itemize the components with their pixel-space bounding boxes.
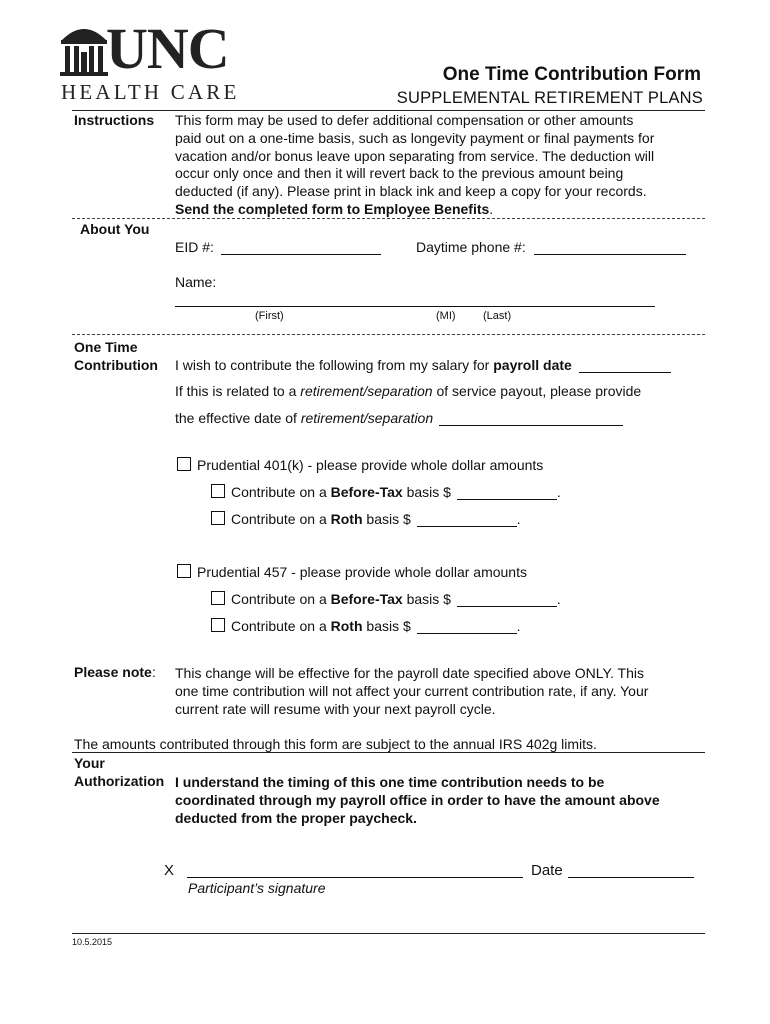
payroll-date-row bbox=[175, 357, 671, 373]
roth-bold: Roth bbox=[330, 618, 363, 634]
please-note-text: Please note bbox=[74, 664, 152, 680]
about-you-label: About You bbox=[80, 221, 150, 237]
authorization-line: I understand the timing of this one time contribution needs to be bbox=[175, 774, 605, 790]
period: . bbox=[556, 591, 561, 607]
option-text: Contribute on a bbox=[231, 591, 331, 607]
unc-logo bbox=[58, 18, 278, 103]
retirement-text: If this is related to a bbox=[175, 383, 301, 399]
401k-before-tax-row bbox=[231, 484, 561, 500]
authorization-text bbox=[175, 773, 660, 827]
last-name-caption: (Last) bbox=[483, 310, 512, 322]
prudential-401k-label: Prudential 401(k) - please provide whole dollar amounts bbox=[197, 457, 544, 473]
eid-row bbox=[175, 239, 381, 255]
form-subtitle: SUPPLEMENTAL RETIREMENT PLANS bbox=[396, 89, 703, 107]
send-to-benefits-text: Send the completed form to Employee Benefits bbox=[175, 200, 490, 217]
authorization-line: deducted from the proper paycheck. bbox=[175, 810, 417, 826]
note-text bbox=[175, 664, 648, 718]
401k-before-tax-amount-field[interactable] bbox=[457, 485, 557, 500]
authorization-label-1: Your bbox=[74, 755, 105, 771]
note-line: one time contribution will not affect your current contribution rate, if any. Your bbox=[175, 683, 649, 699]
date-field[interactable] bbox=[568, 862, 694, 878]
retirement-italic: retirement/separation bbox=[300, 383, 433, 399]
form-version: 10.5.2015 bbox=[72, 937, 113, 947]
logo-unc-text: UNC bbox=[106, 16, 229, 81]
prudential-457-checkbox[interactable] bbox=[177, 564, 191, 578]
phone-field[interactable] bbox=[534, 240, 686, 255]
prudential-401k-checkbox[interactable] bbox=[177, 457, 191, 471]
effective-date-italic: retirement/separation bbox=[300, 410, 434, 426]
authorization-label-2: Authorization bbox=[74, 773, 165, 789]
roth-bold: Roth bbox=[330, 511, 363, 527]
457-roth-checkbox[interactable] bbox=[211, 618, 225, 632]
instructions-line: paid out on a one-time basis, such as longevity payment or final payments for bbox=[175, 129, 655, 146]
date-label: Date bbox=[531, 862, 563, 879]
limits-divider bbox=[72, 752, 705, 753]
option-basis-text: basis $ bbox=[402, 591, 451, 607]
period: . bbox=[489, 200, 494, 217]
authorization-line: coordinated through my payroll office in order to have the amount above bbox=[175, 792, 660, 808]
signature-field[interactable] bbox=[187, 862, 523, 878]
option-text: Contribute on a bbox=[231, 618, 331, 634]
457-before-tax-row bbox=[231, 591, 561, 607]
457-before-tax-checkbox[interactable] bbox=[211, 591, 225, 605]
retirement-line-2 bbox=[175, 410, 623, 426]
instructions-line: occur only once and then it will revert back to the previous amount being bbox=[175, 165, 624, 182]
irs-limits-text: The amounts contributed through this form are subject to the annual IRS 402g limits. bbox=[74, 736, 597, 752]
colon: : bbox=[151, 664, 156, 680]
instructions-send-line bbox=[175, 201, 654, 219]
name-field[interactable] bbox=[175, 292, 655, 307]
name-label: Name: bbox=[175, 274, 217, 290]
payroll-date-field[interactable] bbox=[579, 358, 671, 373]
period: . bbox=[516, 618, 521, 634]
before-tax-bold: Before-Tax bbox=[330, 484, 403, 500]
option-basis-text: basis $ bbox=[362, 618, 411, 634]
phone-row bbox=[416, 239, 686, 255]
401k-before-tax-checkbox[interactable] bbox=[211, 484, 225, 498]
first-name-caption: (First) bbox=[255, 310, 284, 322]
signature-x: X bbox=[164, 862, 175, 879]
457-before-tax-amount-field[interactable] bbox=[457, 592, 557, 607]
form-title: One Time Contribution Form bbox=[442, 64, 701, 85]
phone-label: Daytime phone #: bbox=[416, 239, 526, 255]
401k-roth-checkbox[interactable] bbox=[211, 511, 225, 525]
eid-label: EID #: bbox=[175, 239, 214, 255]
eid-field[interactable] bbox=[221, 240, 381, 255]
contribution-label-1: One Time bbox=[74, 339, 138, 355]
instructions-line: deducted (if any). Please print in black ink and keep a copy for your records. bbox=[175, 183, 647, 200]
note-line: This change will be effective for the payroll date specified above ONLY. This bbox=[175, 665, 645, 681]
option-basis-text: basis $ bbox=[402, 484, 451, 500]
period: . bbox=[516, 511, 521, 527]
logo-health-care-text: HEALTH CARE bbox=[61, 80, 240, 104]
payroll-date-text: I wish to contribute the following from my salary for bbox=[175, 357, 494, 373]
contribution-label-2: Contribution bbox=[74, 357, 158, 373]
prudential-457-label: Prudential 457 - please provide whole dollar amounts bbox=[197, 564, 527, 580]
signature-caption: Participant’s signature bbox=[188, 880, 326, 896]
instructions-line: vacation and/or bonus leave upon separating from service. The deduction will bbox=[175, 147, 655, 164]
about-divider bbox=[72, 334, 705, 335]
option-text: Contribute on a bbox=[231, 511, 331, 527]
please-note-label bbox=[74, 664, 156, 680]
instructions-text bbox=[175, 112, 654, 219]
retirement-text-post: of service payout, please provide bbox=[432, 383, 642, 399]
option-text: Contribute on a bbox=[231, 484, 331, 500]
old-well-icon bbox=[58, 18, 110, 76]
retirement-line-1 bbox=[175, 383, 641, 399]
title-divider bbox=[72, 110, 705, 111]
option-basis-text: basis $ bbox=[362, 511, 411, 527]
instructions-divider bbox=[72, 218, 705, 219]
instructions-label: Instructions bbox=[74, 112, 155, 128]
401k-roth-row bbox=[231, 511, 521, 527]
payroll-date-bold: payroll date bbox=[493, 357, 572, 373]
effective-date-field[interactable] bbox=[439, 411, 623, 426]
457-roth-row bbox=[231, 618, 521, 634]
instructions-line: This form may be used to defer additional compensation or other amounts bbox=[175, 112, 634, 128]
footer-divider bbox=[72, 933, 705, 934]
before-tax-bold: Before-Tax bbox=[330, 591, 403, 607]
note-line: current rate will resume with your next payroll cycle. bbox=[175, 701, 496, 717]
effective-date-text: the effective date of bbox=[175, 410, 301, 426]
period: . bbox=[556, 484, 561, 500]
457-roth-amount-field[interactable] bbox=[417, 619, 517, 634]
401k-roth-amount-field[interactable] bbox=[417, 512, 517, 527]
mi-caption: (MI) bbox=[436, 310, 456, 322]
